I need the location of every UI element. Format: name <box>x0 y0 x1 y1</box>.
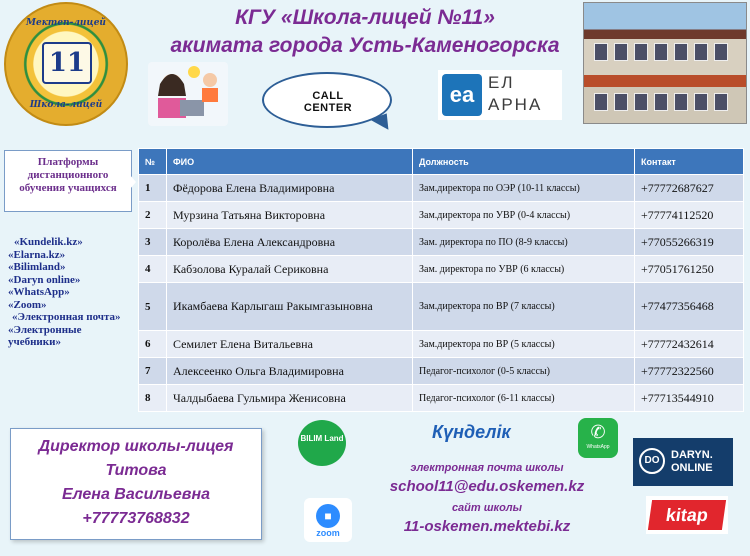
logo-number: 11 <box>42 42 92 84</box>
email-label: электронная почта школы <box>410 462 564 474</box>
row-position: Зам.директора по ОЭР (10-11 классы) <box>413 175 635 202</box>
list-item: «Daryn online» <box>8 273 81 286</box>
school-building-image <box>583 2 747 124</box>
list-item: «Электронные учебники» <box>8 323 82 348</box>
table-row <box>139 385 744 412</box>
row-phone[interactable]: +77713544910 <box>635 385 744 412</box>
bilimland-icon[interactable]: BILIM Land <box>298 420 346 466</box>
logo-ring-top: Мектеп-лицей <box>26 18 106 28</box>
col-name: ФИО <box>167 149 413 175</box>
row-num: 8 <box>139 385 167 412</box>
daryn-label: DARYN. ONLINE <box>671 449 713 474</box>
list-item: «WhatsApp» <box>8 286 70 298</box>
row-position: Зам. директора по ПО (8-9 классы) <box>413 229 635 256</box>
col-contact: Контакт <box>635 149 744 175</box>
elarna-line-1: ЕЛ <box>488 73 515 92</box>
table-header-row <box>139 149 744 175</box>
row-phone[interactable]: +77772687627 <box>635 175 744 202</box>
call-center-label: CALL CENTER <box>303 90 353 114</box>
row-position: Зам.директора по ВР (5 классы) <box>413 331 635 358</box>
staff-contacts-table <box>138 148 744 412</box>
kitap-label: kitap <box>648 500 726 530</box>
daryn-mark-icon: DO <box>639 448 665 474</box>
zoom-label: zoom <box>316 528 340 538</box>
row-name: Кабзолова Куралай Сериковна <box>167 256 413 283</box>
row-name: Мурзина Татьяна Викторовна <box>167 202 413 229</box>
row-num: 7 <box>139 358 167 385</box>
row-phone[interactable]: +77051761250 <box>635 256 744 283</box>
email-link[interactable]: school11@edu.oskemen.kz <box>389 478 585 495</box>
list-item: «Zoom» <box>8 298 47 311</box>
elarna-mark-icon: еа <box>442 74 482 116</box>
daryn-online-icon[interactable] <box>633 438 733 486</box>
row-name: Семилет Елена Витальевна <box>167 331 413 358</box>
table-row <box>139 331 744 358</box>
online-teacher-illustration <box>148 62 228 126</box>
table-row <box>139 175 744 202</box>
row-phone[interactable]: +77772322560 <box>635 358 744 385</box>
row-num: 2 <box>139 202 167 229</box>
logo-ring-bottom: Школа-лицей <box>29 100 103 110</box>
site-link[interactable]: 11-oskemen.mektebi.kz <box>403 518 571 535</box>
row-name: Фёдорова Елена Владимировна <box>167 175 413 202</box>
row-name: Чалдыбаева Гульмира Женисовна <box>167 385 413 412</box>
table-row <box>139 256 744 283</box>
row-position: Педагог-психолог (6-11 классы) <box>413 385 635 412</box>
row-name: Икамбаева Карлыгаш Ракымгазыновна <box>167 283 413 331</box>
platform-list <box>8 236 136 349</box>
site-label: сайт школы <box>451 502 523 514</box>
row-phone[interactable]: +77774112520 <box>635 202 744 229</box>
zoom-icon[interactable] <box>304 498 352 542</box>
director-title: Директор школы-лицея <box>38 438 234 455</box>
row-position: Зам.директора по УВР (0-4 классы) <box>413 202 635 229</box>
row-phone[interactable]: +77477356468 <box>635 283 744 331</box>
kitap-icon[interactable] <box>646 496 728 534</box>
row-num: 1 <box>139 175 167 202</box>
whatsapp-icon[interactable] <box>578 418 618 458</box>
table-row <box>139 283 744 331</box>
platforms-arrow <box>124 168 136 196</box>
director-surname: Титова <box>105 462 167 479</box>
elarna-line-2: АРНА <box>488 95 543 114</box>
row-position: Зам.директора по ВР (7 классы) <box>413 283 635 331</box>
row-name: Алексеенко Ольга Владимировна <box>167 358 413 385</box>
platforms-heading-box: Платформы дистанционного обучения учащихся <box>4 150 132 212</box>
video-camera-icon: ■ <box>316 504 340 528</box>
list-item: «Bilimland» <box>8 261 66 273</box>
table-row <box>139 202 744 229</box>
row-name: Королёва Елена Александровна <box>167 229 413 256</box>
row-phone[interactable]: +77772432614 <box>635 331 744 358</box>
director-name: Елена Васильевна <box>61 486 211 503</box>
phone-glyph-icon: ✆ <box>590 422 606 442</box>
table-row <box>139 358 744 385</box>
row-num: 6 <box>139 331 167 358</box>
list-item: «Kundelik.kz» <box>14 236 83 248</box>
title-line-2: акимата города Усть-Каменогорска <box>170 34 560 57</box>
school-logo <box>4 2 128 126</box>
row-num: 4 <box>139 256 167 283</box>
list-item: «Электронная почта» <box>12 311 121 323</box>
table-row <box>139 229 744 256</box>
row-position: Зам. директора по УВР (6 классы) <box>413 256 635 283</box>
row-position: Педагог-психолог (0-5 классы) <box>413 358 635 385</box>
kundelik-icon[interactable]: Күнделік <box>432 422 511 442</box>
col-position: Должность <box>413 149 635 175</box>
title-line-1: КГУ «Школа-лицей №11» <box>235 6 495 29</box>
elarna-logo <box>438 70 562 120</box>
row-num: 5 <box>139 283 167 331</box>
whatsapp-label: WhatsApp <box>586 444 610 450</box>
director-box <box>10 428 262 540</box>
director-phone[interactable]: +77773768832 <box>82 510 190 527</box>
list-item: «Elarna.kz» <box>8 248 66 261</box>
page-title <box>150 4 580 60</box>
row-num: 3 <box>139 229 167 256</box>
col-num: № <box>139 149 167 175</box>
row-phone[interactable]: +77055266319 <box>635 229 744 256</box>
